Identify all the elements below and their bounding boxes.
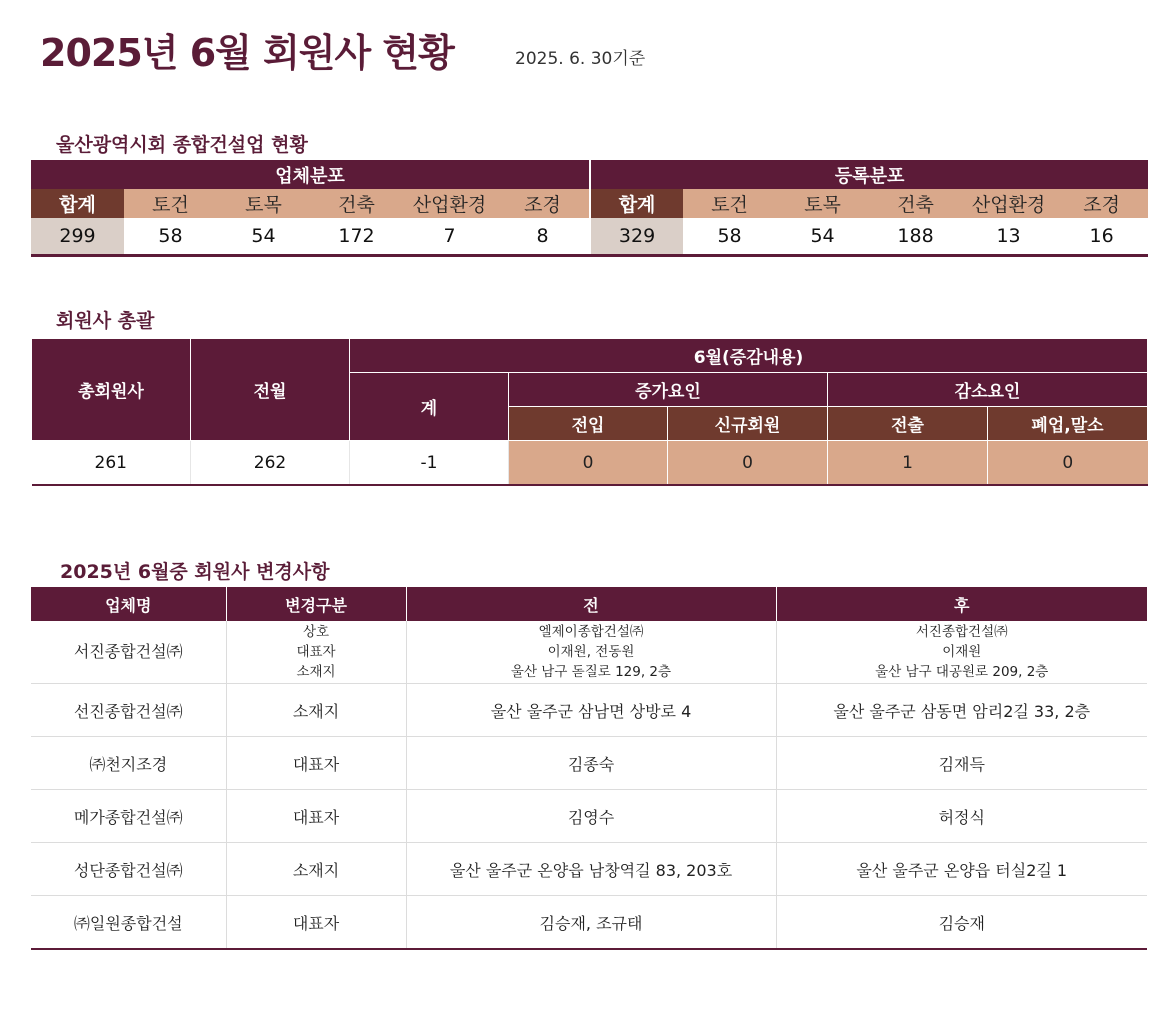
- company-value: 54: [251, 225, 276, 247]
- header-company: 업체명: [31, 587, 226, 621]
- before-value: 김영수: [406, 790, 776, 843]
- header-new-member: 신규회원: [668, 407, 828, 441]
- change-type: 대표자: [226, 737, 406, 790]
- header-after: 후: [776, 587, 1147, 621]
- registration-value: 58: [717, 225, 742, 247]
- company-name: 성단종합건설㈜: [31, 843, 226, 896]
- col-civil-arch: 토건: [124, 189, 217, 218]
- after-line: 이재원: [942, 644, 982, 660]
- company-name: ㈜천지조경: [31, 737, 226, 790]
- company-name: 메가종합건설㈜: [31, 790, 226, 843]
- table-row: [31, 684, 1147, 737]
- change-type-line: 대표자: [296, 644, 336, 660]
- registration-value: 188: [897, 225, 934, 247]
- header-decrease: 감소요인: [828, 373, 1148, 407]
- company-value: 8: [536, 225, 549, 247]
- col-civil: 토목: [776, 189, 869, 218]
- header-transfer-in: 전입: [509, 407, 668, 441]
- before-line: 이재원, 전동원: [547, 644, 635, 660]
- after-value: [776, 621, 1147, 684]
- table-row: [31, 896, 1147, 950]
- after-value: 울산 울주군 온양읍 터실2길 1: [776, 843, 1147, 896]
- value-transfer-out: 1: [828, 441, 988, 486]
- col-industrial-env: 산업환경: [962, 189, 1055, 218]
- company-total-value: 299: [31, 218, 124, 256]
- change-type-line: 상호: [302, 624, 330, 640]
- value-new-member: 0: [668, 441, 828, 486]
- after-value: 김승재: [938, 913, 985, 933]
- change-type-line: 소재지: [296, 664, 336, 680]
- company-value: 172: [338, 225, 375, 247]
- col-architecture: 건축: [869, 189, 962, 218]
- value-total-members: 261: [32, 441, 191, 486]
- base-date: 2025. 6. 30기준: [515, 49, 646, 69]
- group-registration-distribution: 등록분포: [590, 160, 1148, 189]
- header-before: 전: [406, 587, 776, 621]
- change-type: 소재지: [226, 684, 406, 737]
- after-value: 허정식: [776, 790, 1147, 843]
- industry-status-table: [31, 160, 1148, 257]
- col-industrial-env: 산업환경: [403, 189, 496, 218]
- header-closure: 폐업,말소: [988, 407, 1148, 441]
- col-architecture: 건축: [310, 189, 403, 218]
- before-value: 울산 울주군 온양읍 남창역길 83, 203호: [406, 843, 776, 896]
- col-civil-arch: 토건: [683, 189, 776, 218]
- before-value: 김종숙: [406, 737, 776, 790]
- table-row: [31, 843, 1147, 896]
- registration-value: 16: [1089, 225, 1114, 247]
- change-type: 대표자: [226, 790, 406, 843]
- header-transfer-out: 전출: [828, 407, 988, 441]
- header-net: 계: [350, 373, 509, 441]
- after-value: 김재득: [776, 737, 1147, 790]
- header-total-members: 총회원사: [32, 339, 191, 441]
- header-increase: 증가요인: [509, 373, 828, 407]
- before-line: 엘제이종합건설㈜: [538, 624, 644, 640]
- section3-title: 2025년 6월중 회원사 변경사항: [60, 561, 330, 583]
- change-type: [226, 621, 406, 684]
- col-total: 합계: [590, 189, 683, 218]
- member-summary-table: [31, 338, 1148, 486]
- change-type: 대표자: [226, 896, 406, 950]
- col-civil: 토목: [217, 189, 310, 218]
- member-changes-table: [31, 587, 1147, 950]
- company-name: 선진종합건설㈜: [31, 684, 226, 737]
- after-line: 서진종합건설㈜: [915, 624, 1008, 640]
- col-landscape: 조경: [1055, 189, 1148, 218]
- header-change-type: 변경구분: [226, 587, 406, 621]
- before-value: 울산 울주군 삼남면 상방로 4: [406, 684, 776, 737]
- col-total: 합계: [31, 189, 124, 218]
- header-prev-month: 전월: [191, 339, 350, 441]
- col-landscape: 조경: [496, 189, 590, 218]
- table-row: [31, 621, 1147, 684]
- company-name: 서진종합건설㈜: [31, 621, 226, 684]
- change-type: 소재지: [226, 843, 406, 896]
- header-month-change: 6월(증감내용): [350, 339, 1148, 373]
- company-value: 7: [443, 225, 456, 247]
- company-value: 58: [158, 225, 183, 247]
- table-row: [31, 737, 1147, 790]
- registration-total-value: 329: [590, 218, 683, 256]
- group-company-distribution: 업체분포: [31, 160, 590, 189]
- section1-title: 울산광역시회 종합건설업 현황: [56, 134, 308, 156]
- before-value: 김승재, 조규태: [406, 896, 776, 950]
- registration-value: 13: [996, 225, 1021, 247]
- page-title: 2025년 6월 회원사 현황: [40, 31, 454, 75]
- registration-value: 54: [810, 225, 835, 247]
- after-line: 울산 남구 대공원로 209, 2층: [875, 664, 1049, 680]
- section2-title: 회원사 총괄: [56, 310, 155, 332]
- value-transfer-in: 0: [509, 441, 668, 486]
- before-line: 울산 남구 돋질로 129, 2층: [510, 664, 672, 680]
- company-name: ㈜일원종합건설: [31, 896, 226, 950]
- value-closure: 0: [988, 441, 1148, 486]
- after-value: 울산 울주군 삼동면 암리2길 33, 2층: [776, 684, 1147, 737]
- value-net: -1: [350, 441, 509, 486]
- before-value: [406, 621, 776, 684]
- table-row: [31, 790, 1147, 843]
- value-prev-month: 262: [191, 441, 350, 486]
